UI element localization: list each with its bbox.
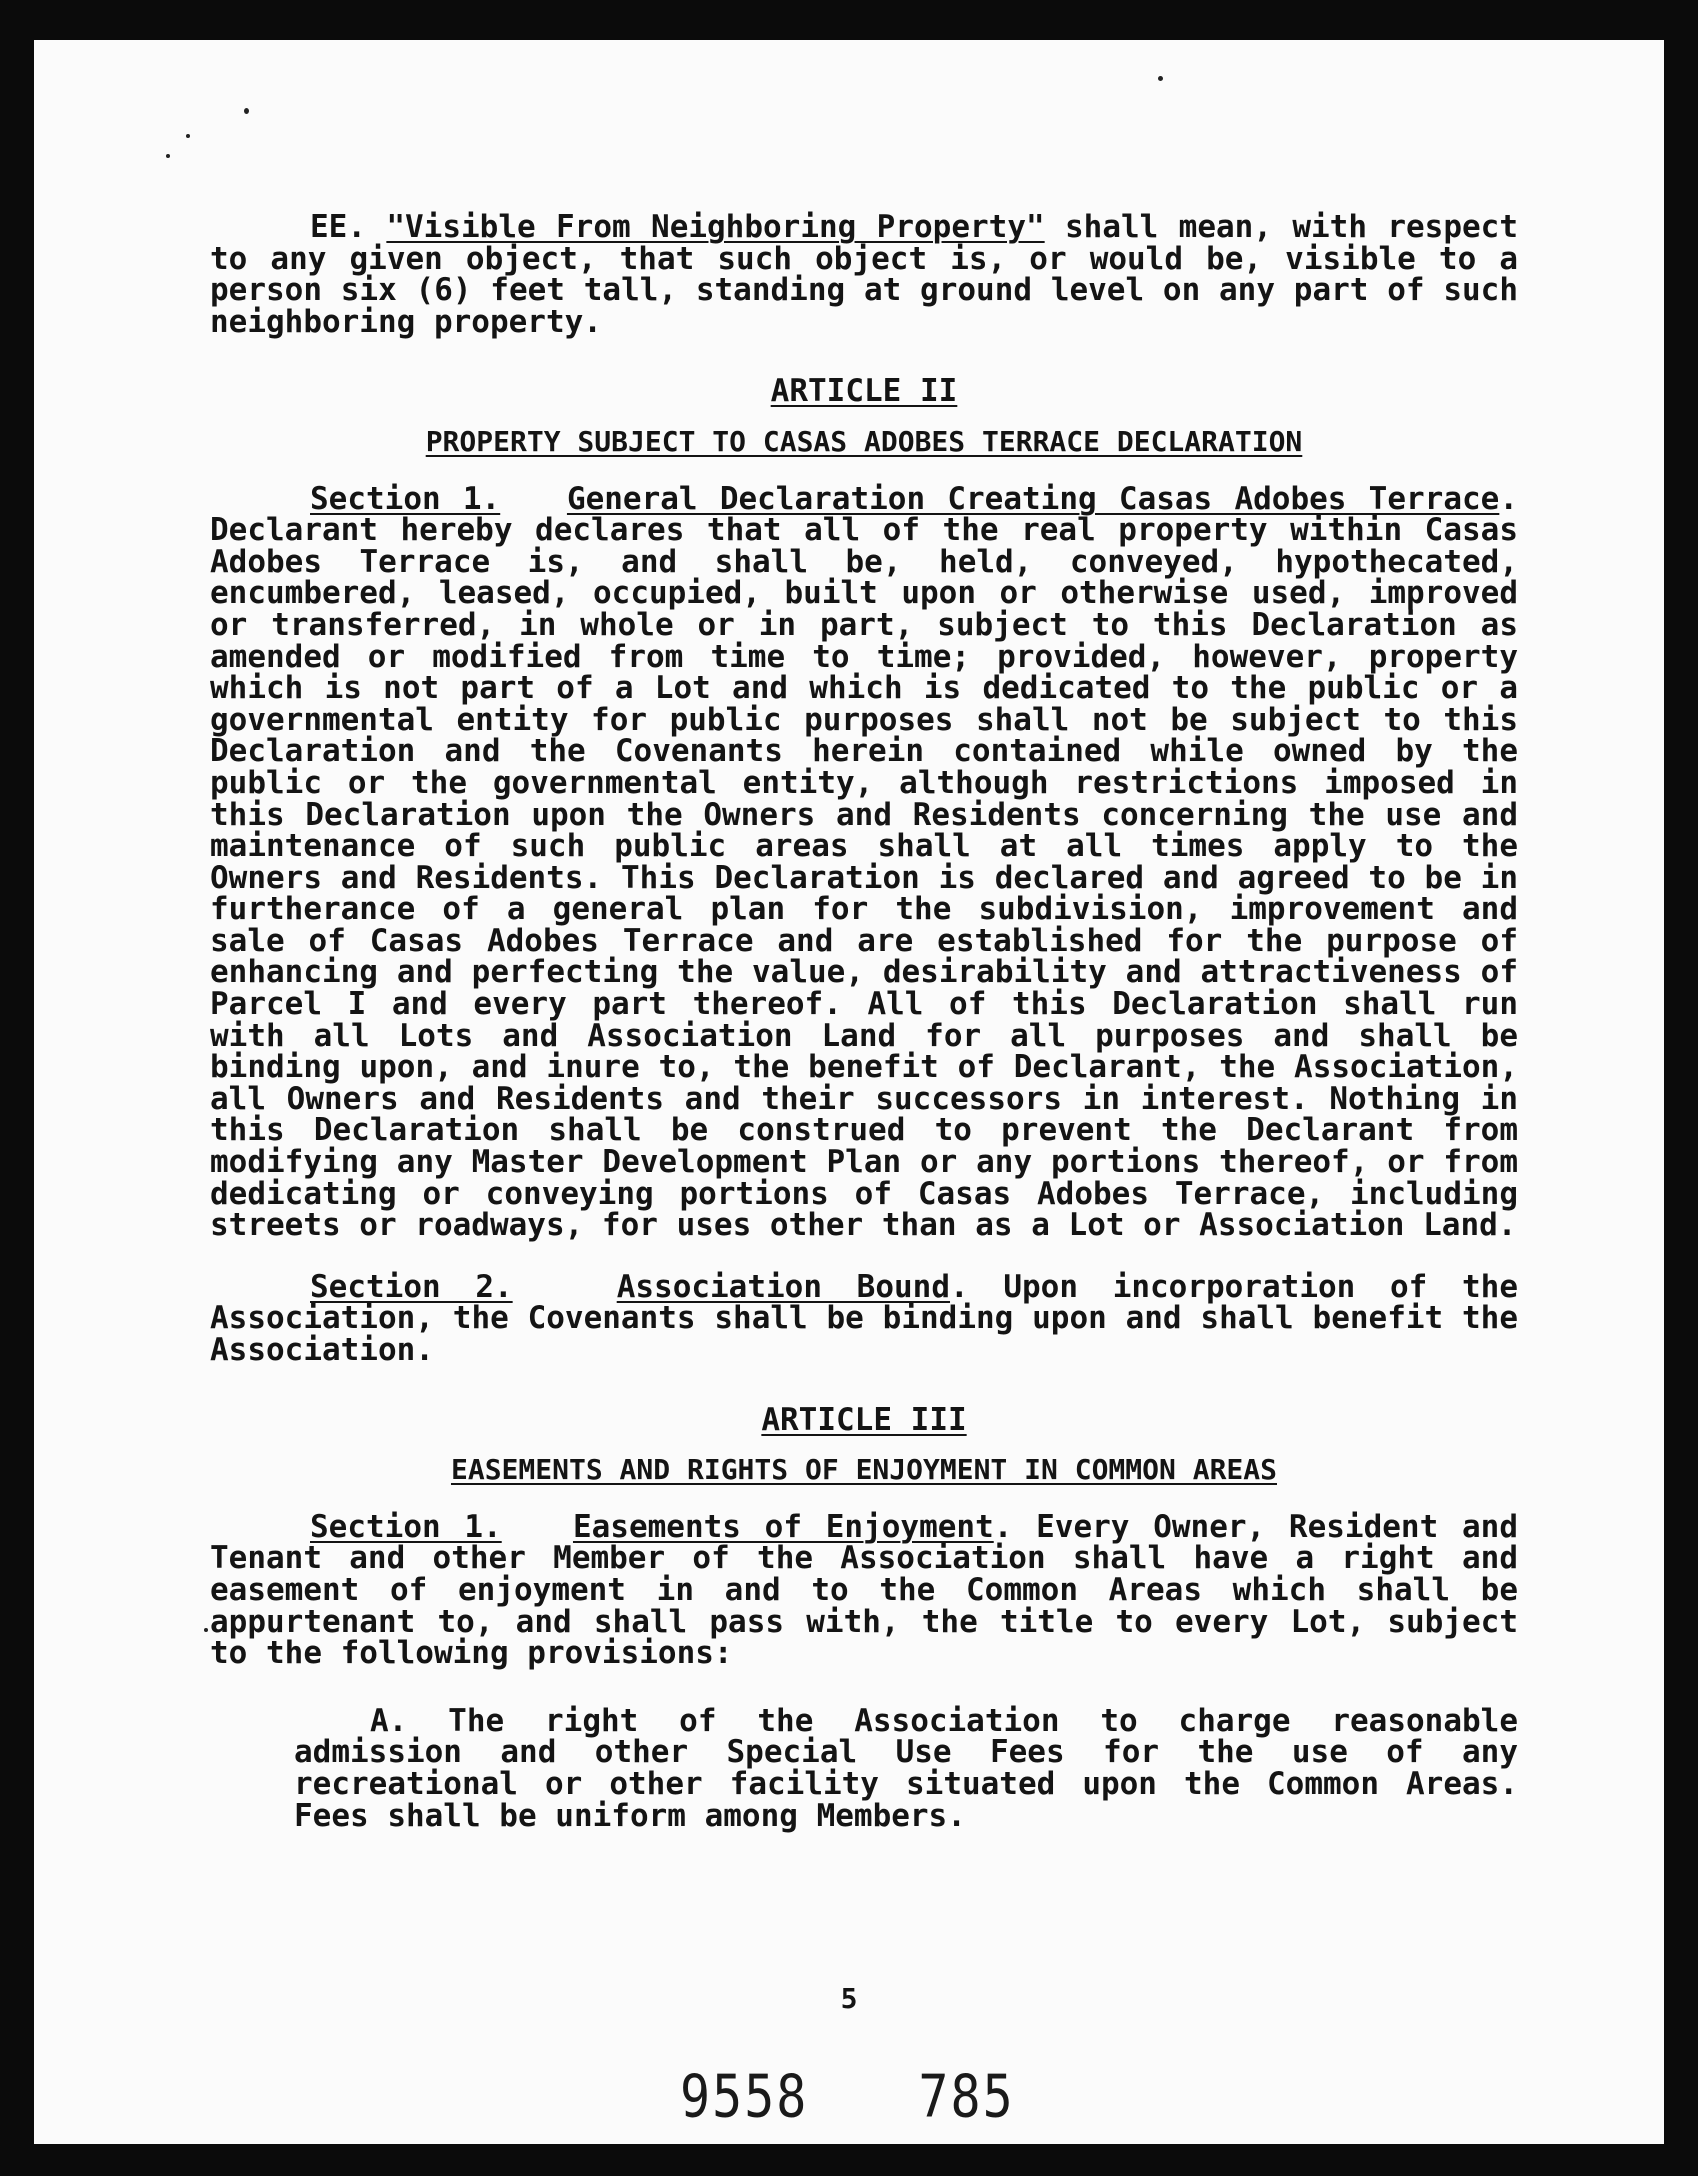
document-stamp-number bbox=[680, 2062, 1015, 2130]
stamp-number-left: 9558 bbox=[680, 2062, 809, 2131]
article-2-section-1 bbox=[210, 480, 1518, 1244]
scan-speck bbox=[186, 134, 190, 138]
section-text: . Declarant hereby declares that all of the real property within Casas Adobes Terrace is, and shall be, held, conveyed, hypothecated, encumbered, leased, occupied, built upon or otherwise used, improved or transferred, in whole or in part, subject to this Declaration as amended or modified from time to time; provided, however, property which is not part of a Lot and which is dedicated to the public or a governmental entity for public purposes shall not be subject to this Declaration and the Covenants herein contained while owned by the public or the governmental entity, although restrictions imposed in this Declaration upon the Owners and Residents concerning the use and maintenance of such public areas shall at all times apply to the Owners and Residents. This Declaration is declared and agreed to be in furtherance of a general plan for the subdivision, improvement and sale of Casas Adobes Terrace and are established for the purpose of enhancing and perfecting the value, desirability and attractiveness of Parcel I and every part thereof. All of this Declaration shall run with all Lots and Association Land for all purposes and shall be binding upon, and inure to, the benefit of Declarant, the Association, all Owners and Residents and their successors in interest. Nothing in this Declaration shall be construed to prevent the Declarant from modifying any Master Development Plan or any portions thereof, or from dedicating or conveying portions of Casas Adobes Terrace, including streets or roadways, for uses other than as a Lot or Association Land. bbox=[210, 480, 1518, 1244]
article-2-subtitle: PROPERTY SUBJECT TO CASAS ADOBES TERRACE DECLARATION bbox=[425, 424, 1303, 458]
section-heading: Easements of Enjoyment bbox=[572, 1508, 994, 1545]
definition-ee bbox=[210, 209, 1518, 340]
article-2-section-2 bbox=[210, 1268, 1519, 1368]
article-3-item-a bbox=[294, 1702, 1518, 1834]
item-label: A. bbox=[370, 1702, 408, 1739]
scan-speck bbox=[204, 1628, 208, 1632]
item-text: The right of the Association to charge reasonable admission and other Special Use Fees for the use of any recreational or other facility situated upon the Common Areas. Fees shall be uniform among Members. bbox=[294, 1702, 1518, 1834]
definition-text: shall mean, with respect to any given object, that such object is, or would be, visible to a person six (6) feet tall, standing at ground level on any part of such neighboring property. bbox=[210, 209, 1518, 340]
scan-speck bbox=[166, 154, 170, 158]
section-label: Section 1. bbox=[310, 480, 501, 517]
stamp-number-right: 785 bbox=[918, 2062, 1015, 2131]
article-3-title: ARTICLE III bbox=[761, 1401, 967, 1438]
scan-speck bbox=[244, 108, 249, 114]
section-text: . Every Owner, Resident and Tenant and other Member of the Association shall have a right and easement of enjoyment in and to the Common Areas which shall be appurtenant to, and shall pass with, the title to every Lot, subject to the following provisions: bbox=[210, 1508, 1518, 1672]
section-heading: Association Bound bbox=[616, 1268, 951, 1305]
document-body bbox=[210, 209, 1519, 1834]
scan-speck bbox=[1158, 76, 1163, 81]
definition-term: "Visible From Neighboring Property" bbox=[386, 209, 1045, 245]
section-label: Section 1. bbox=[310, 1508, 502, 1545]
page-number: 5 bbox=[840, 1982, 858, 2015]
article-3-subtitle: EASEMENTS AND RIGHTS OF ENJOYMENT IN COMMON AREAS bbox=[450, 1453, 1277, 1487]
article-2-title: ARTICLE II bbox=[770, 373, 958, 410]
section-text: . Upon incorporation of the Association, the Covenants shall be binding upon and shall benefit the Association. bbox=[210, 1268, 1519, 1368]
article-3-section-1 bbox=[210, 1508, 1518, 1672]
section-label: Section 2. bbox=[310, 1268, 513, 1305]
definition-label: EE. bbox=[310, 209, 366, 245]
section-heading: General Declaration Creating Casas Adobes Terrace bbox=[566, 480, 1500, 517]
